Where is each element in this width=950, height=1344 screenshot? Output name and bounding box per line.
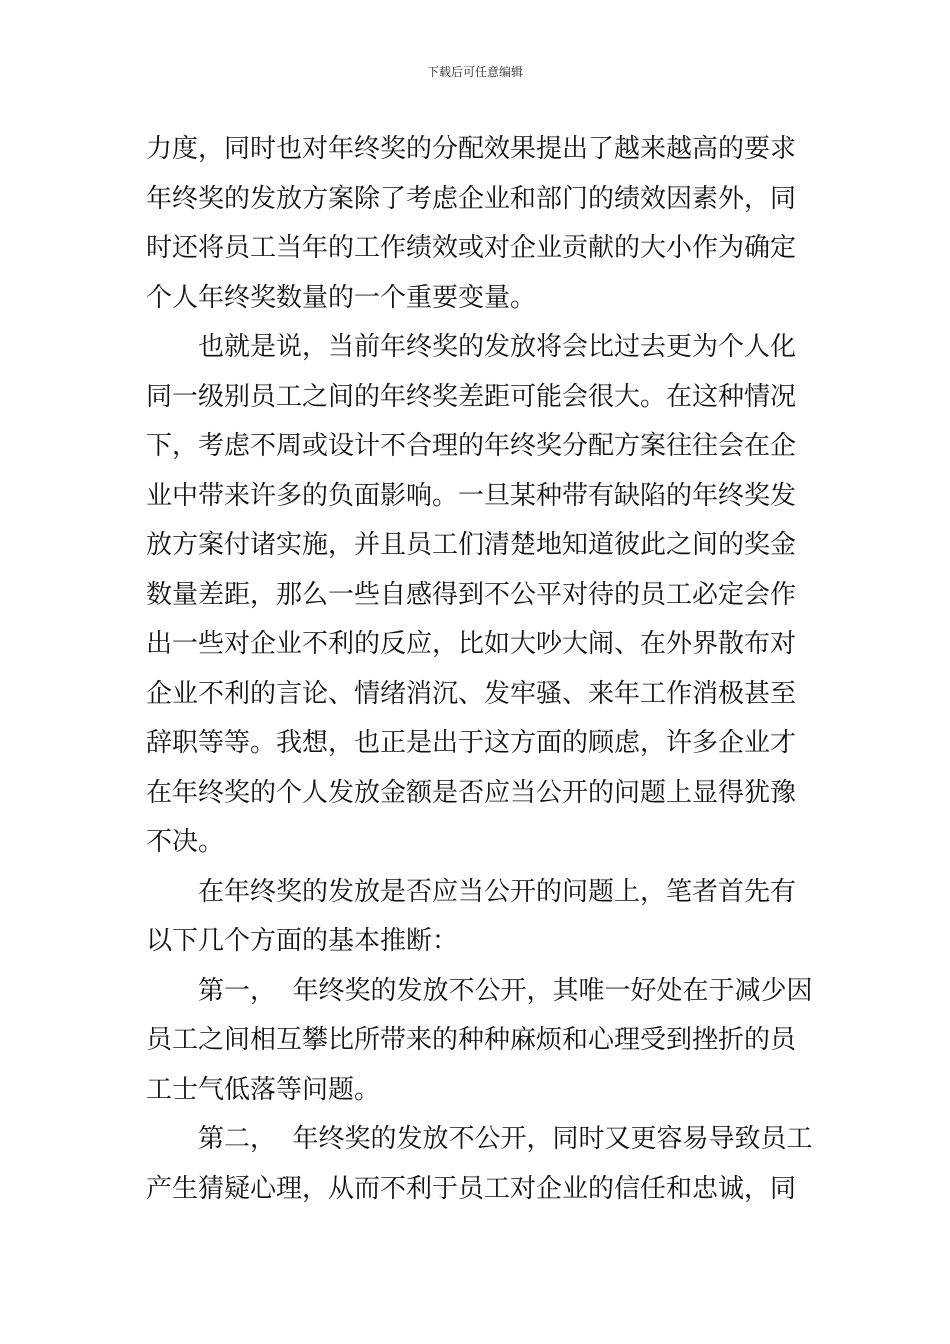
paragraph (146, 967, 813, 1116)
text-line: 不决。 (146, 827, 225, 857)
text-line: 在年终奖的个人发放金额是否应当公开的问题上显得犹豫 (146, 777, 797, 808)
document-body (146, 125, 813, 1214)
text-line: 数量差距，那么一些自感得到不公平对待的员工必定会作 (146, 579, 797, 610)
text-line: 员工之间相互攀比所带来的种种麻烦和心理受到挫折的员 (146, 1025, 797, 1055)
paragraph (146, 868, 808, 967)
text-line: 业中带来许多的负面影响。一旦某种带有缺陷的年终奖发 (146, 480, 797, 511)
text-line: 时还将员工当年的工作绩效或对企业贡献的大小作为确定 (146, 233, 797, 263)
text-line: 同一级别员工之间的年终奖差距可能会很大。在这种情况 (146, 381, 797, 412)
paragraph (146, 1115, 813, 1214)
text-line: 以下几个方面的基本推断： (146, 926, 459, 956)
text-line: 下，考虑不周或设计不合理的年终奖分配方案往往会在企 (146, 431, 797, 461)
text-line: 辞职等等。我想，也正是出于这方面的顾虑，许多企业才 (146, 728, 797, 758)
text-line: 工士气低落等问题。 (146, 1074, 381, 1105)
text-line: 第二， 年终奖的发放不公开，同时又更容易导致员工 (198, 1124, 813, 1154)
page-header: 下载后可任意编辑 (426, 65, 523, 79)
text-line: 企业不利的言论、情绪消沉、发牢骚、来年工作消极甚至 (146, 678, 797, 709)
text-line: 力度，同时也对年终奖的分配效果提出了越来越高的要求 (146, 134, 797, 164)
text-line: 出一些对企业不利的反应，比如大吵大闹、在外界散布对 (146, 629, 797, 659)
text-line: 在年终奖的发放是否应当公开的问题上，笔者首先有 (198, 876, 797, 907)
text-line: 个人年终奖数量的一个重要变量。 (146, 282, 537, 313)
text-line: 放方案付诸实施，并且员工们清楚地知道彼此之间的奖金 (146, 530, 797, 560)
text-line: 也就是说，当前年终奖的发放将会比过去更为个人化 (198, 332, 797, 362)
text-line: 第一， 年终奖的发放不公开，其唯一好处在于减少因 (198, 975, 813, 1006)
paragraph (146, 125, 808, 323)
text-line: 产生猜疑心理，从而不利于员工对企业的信任和忠诚，同 (146, 1173, 797, 1204)
text-line: 年终奖的发放方案除了考虑企业和部门的绩效因素外，同 (146, 183, 797, 214)
paragraph (146, 323, 808, 868)
